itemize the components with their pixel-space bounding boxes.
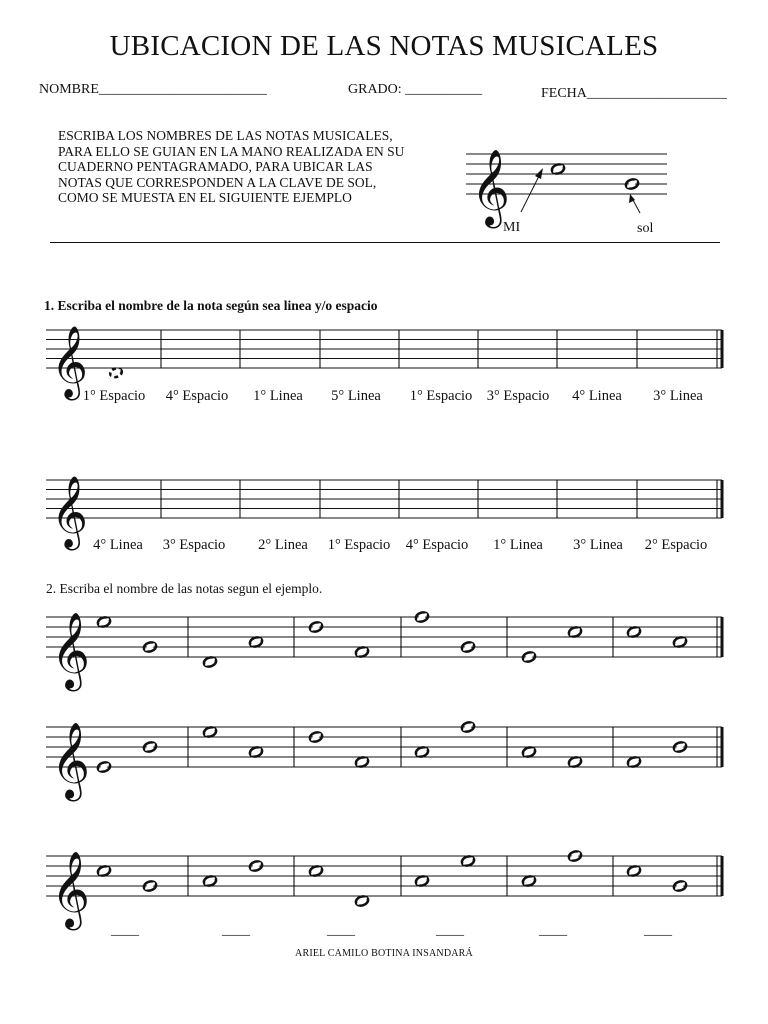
position-label: 3° Espacio (162, 537, 226, 553)
position-label: 2° Espacio (644, 537, 708, 553)
treble-clef-icon: 𝄞 (51, 850, 91, 928)
position-label: 1° Espacio (327, 537, 391, 553)
grado-field[interactable]: GRADO: ___________ (348, 82, 483, 97)
answer-blank: ____ (111, 923, 139, 938)
answer-blank: ____ (222, 923, 250, 938)
nombre-field[interactable]: NOMBRE________________________ (39, 82, 267, 97)
section1-heading: 1. Escriba el nombre de la nota según sea linea y/o espacio (44, 298, 378, 313)
position-label: 4° Espacio (165, 388, 229, 404)
instruction-line: NOTAS QUE CORRESPONDEN A LA CLAVE DE SOL, (58, 174, 377, 190)
instruction-line: ESCRIBA LOS NOMBRES DE LAS NOTAS MUSICALES, (58, 128, 393, 143)
instruction-line: COMO SE MUESTA EN EL SIGUIENTE EJEMPLO (58, 190, 352, 205)
treble-clef-icon: 𝄞 (51, 474, 89, 548)
fecha-field[interactable]: FECHA____________________ (541, 86, 727, 101)
position-label: 4° Espacio (405, 537, 469, 553)
instruction-line: PARA ELLO SE GUIAN EN LA MANO REALIZADA EN SU (58, 143, 405, 159)
answer-blank: ____ (436, 923, 464, 938)
position-label: 1° Linea (253, 388, 303, 404)
treble-clef-icon: 𝄞 (471, 148, 511, 226)
example-label-mi: MI (503, 220, 521, 235)
position-label: 2° Linea (258, 537, 308, 553)
footer-author: ARIEL CAMILO BOTINA INSANDARÁ (295, 948, 473, 959)
treble-clef-icon: 𝄞 (51, 611, 91, 689)
answer-blank: ____ (327, 923, 355, 938)
instruction-line: CUADERNO PENTAGRAMADO, PARA UBICAR LAS (58, 159, 373, 174)
example-label-sol: sol (637, 221, 654, 236)
arrow-mi (521, 174, 540, 212)
position-label: 4° Linea (93, 537, 143, 553)
answer-blank: ____ (644, 923, 672, 938)
arrow-sol (633, 200, 640, 213)
position-label: 5° Linea (331, 388, 381, 404)
position-label: 3° Linea (573, 537, 623, 553)
treble-clef-icon: 𝄞 (51, 721, 91, 799)
treble-clef-icon: 𝄞 (51, 324, 89, 398)
position-label: 1° Linea (493, 537, 543, 553)
answer-blank: ____ (539, 923, 567, 938)
position-label: 1° Espacio (409, 388, 473, 404)
position-label: 1° Espacio (82, 388, 146, 404)
page-title: UBICACION DE LAS NOTAS MUSICALES (109, 30, 659, 62)
position-label: 3° Espacio (486, 388, 550, 404)
position-label: 3° Linea (653, 388, 703, 404)
position-label: 4° Linea (572, 388, 622, 404)
section2-heading: 2. Escriba el nombre de las notas segun el ejemplo. (46, 581, 323, 596)
